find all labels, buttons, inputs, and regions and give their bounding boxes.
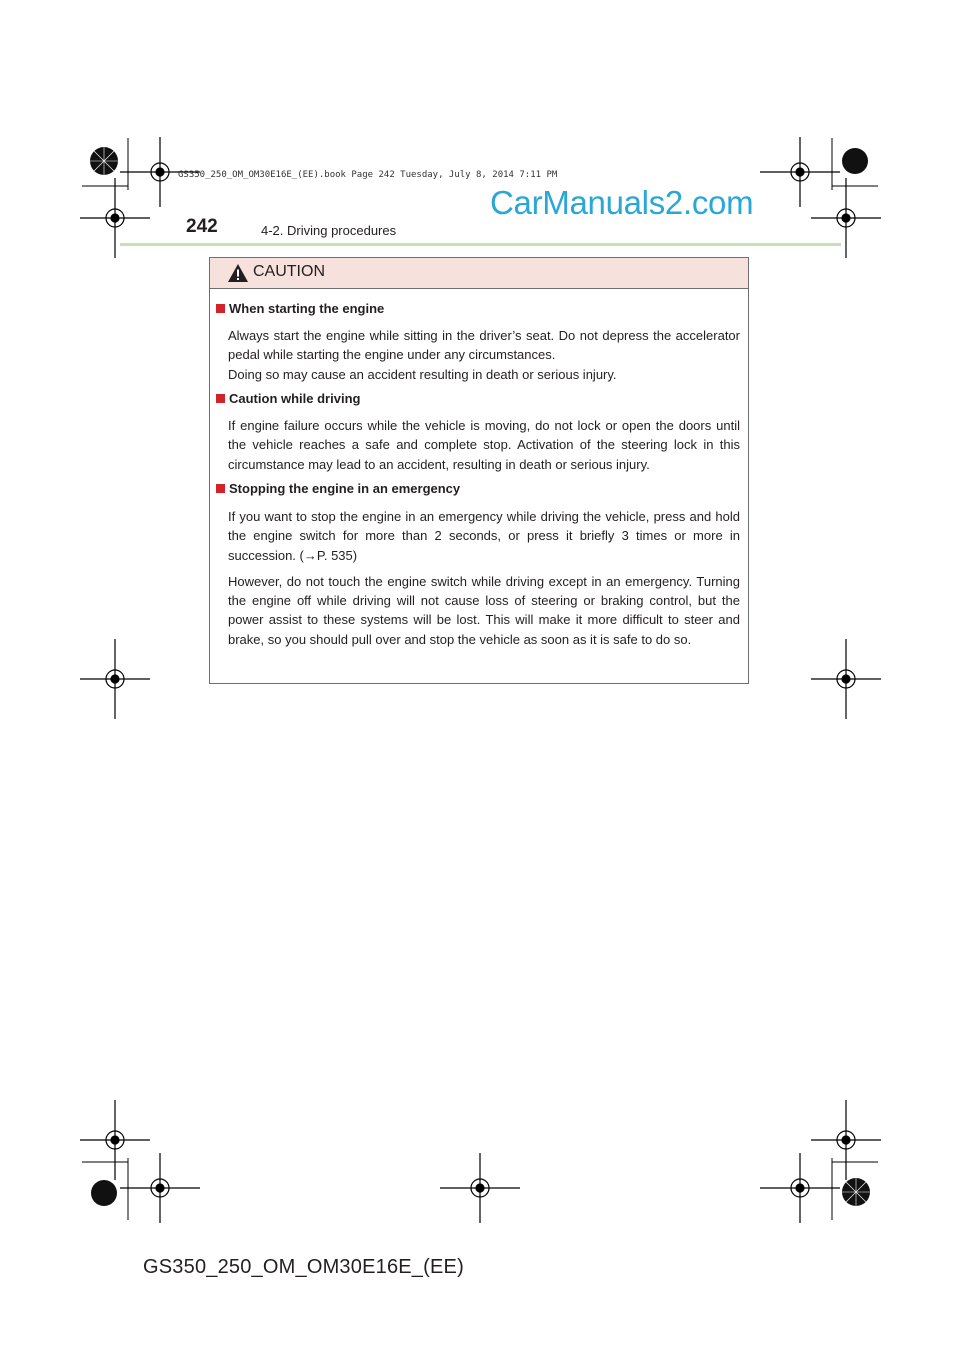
paragraph: Always start the engine while sitting in the driver’s seat. Do not depress the accelerator pedal while starting the engine under any circumstances. bbox=[228, 328, 740, 363]
footer-doc-code: GS350_250_OM_OM30E16E_(EE) bbox=[143, 1256, 464, 1278]
header-rule bbox=[120, 243, 841, 246]
caution-item-body bbox=[228, 326, 740, 391]
warning-triangle-icon bbox=[227, 263, 249, 283]
paragraph: Doing so may cause an accident resulting in death or serious injury. bbox=[228, 366, 617, 382]
bullet-square-icon bbox=[216, 304, 225, 313]
caution-item-body bbox=[228, 416, 740, 481]
item-title-text: Stopping the engine in an emergency bbox=[229, 481, 461, 496]
caution-box bbox=[209, 257, 749, 684]
caution-item-title bbox=[216, 391, 360, 406]
caution-item-body bbox=[228, 507, 740, 656]
watermark: CarManuals2.com bbox=[490, 184, 754, 221]
bullet-square-icon bbox=[216, 484, 225, 493]
paragraph: If you want to stop the engine in an emergency while driving the vehicle, press and hold the engine switch for more than 2 seconds, or press it briefly 3 times or more in succession. (→P. 535) bbox=[228, 509, 740, 563]
caution-item-title bbox=[216, 301, 384, 316]
item-title-text: When starting the engine bbox=[229, 301, 385, 316]
item-title-text: Caution while driving bbox=[229, 391, 361, 406]
caution-label: CAUTION bbox=[253, 263, 325, 280]
paragraph: If engine failure occurs while the vehicle is moving, do not lock or open the doors until the vehicle reaches a safe and complete stop. Activation of the steering lock in this circumstance may lead to an accident, resulting in death or serious injury. bbox=[228, 418, 740, 472]
paragraph: However, do not touch the engine switch while driving except in an emergency. Turning the engine off while driving will not cause loss of steering or braking control, but the power assist to these systems will be lost. This will make it more difficult to steer and brake, so you should pull over and stop the vehicle as soon as it is safe to do so. bbox=[228, 573, 740, 647]
bullet-square-icon bbox=[216, 394, 225, 403]
caution-header bbox=[210, 258, 748, 289]
caution-item-title bbox=[216, 481, 460, 496]
page-number: 242 bbox=[186, 216, 218, 237]
print-info: GS350_250_OM_OM30E16E_(EE).book Page 242 Tuesday, July 8, 2014 7:11 PM bbox=[178, 170, 558, 180]
section-title: 4-2. Driving procedures bbox=[261, 223, 397, 238]
